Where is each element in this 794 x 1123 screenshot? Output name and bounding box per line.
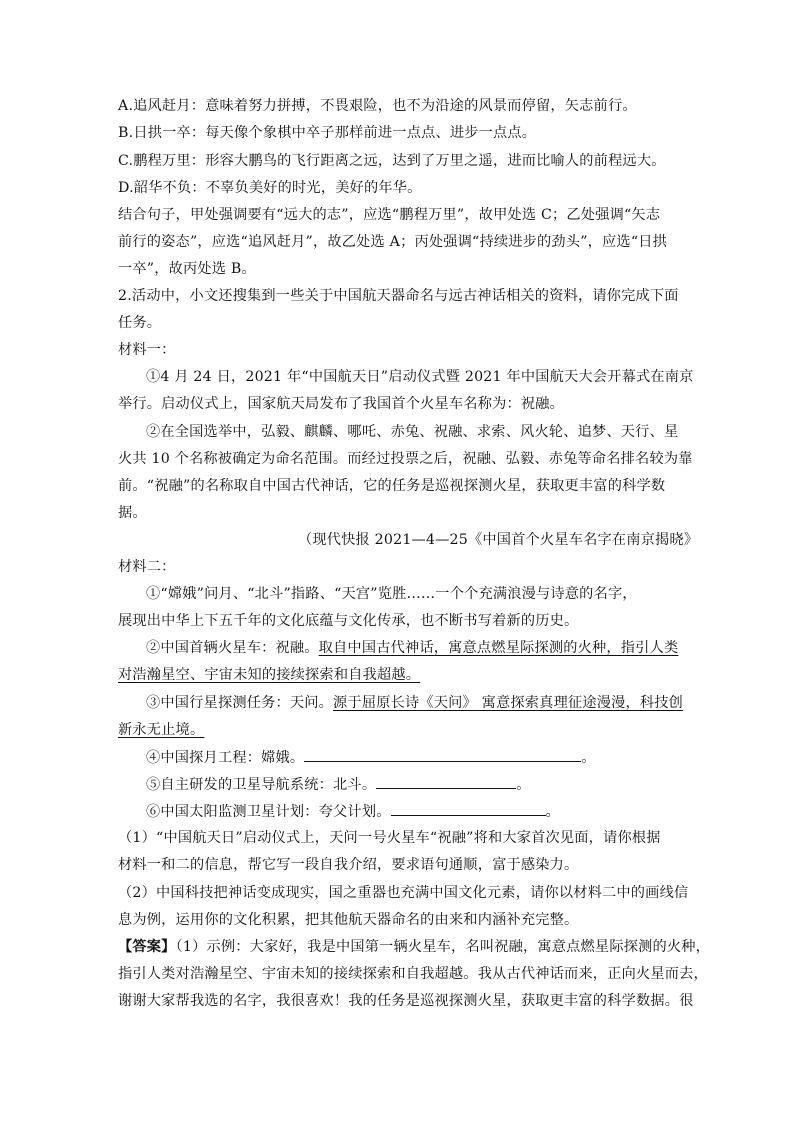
underlined-text: 取自中国古代神话，寓意点燃星际探测的火种，指引人类 — [318, 640, 679, 656]
material-2-item-zhurong — [146, 638, 678, 658]
material-2-paragraph: ①“嫦娥”问月、“北斗”指路、“天宫”览胜……一个个充满浪漫与诗意的名字， — [146, 586, 637, 602]
question-2-line: 2.活动中，小文还搜集到一些关于中国航天器命名与远古神话相关的资料，请你完成下面 — [118, 288, 679, 304]
material-2-item-tianwen — [146, 693, 683, 713]
option-b-line: B.日拱一卒：每天像个象棋中卒子那样前进一点点、进步一点点。 — [118, 125, 537, 141]
subquestion-1: 材料一和二的信息，帮它写一段自我介绍，要求语句通顺，富于感染力。 — [118, 857, 579, 873]
material-1-paragraph: ①4 月 24 日，2021 年“中国航天日”启动仪式暨 2021 年中国航天大会开幕式在南京 — [146, 369, 694, 385]
answer-blank[interactable] — [376, 774, 516, 789]
explanation-line: 前行的姿态”，应选“追风赶月”，故乙处选 A；丙处强调“持续进步的劲头”，应选“日拱 — [118, 234, 668, 250]
material-1-paragraph: 前。“祝融”的名称取自中国古代神话，它的任务是巡视探测火星，获取更丰富的科学数 — [118, 478, 666, 494]
period: 。 — [545, 804, 560, 820]
option-a-line: A.追风赶月：意味着努力拼搏，不畏艰险，也不为沿途的风景而停留，矢志前行。 — [118, 98, 637, 114]
material-2-item-change — [146, 747, 596, 768]
material-2-item-kuafu — [146, 801, 560, 822]
material-1-paragraph: 据。 — [118, 505, 147, 521]
underlined-text: 源于屈原长诗《天问》 寓意探索真理征途漫漫，科技创 — [333, 695, 684, 711]
underlined-text: 对浩瀚星空、宇宙未知的接续探索和自我超越。 — [118, 667, 421, 683]
item-label: ②中国首辆火星车：祝融。 — [146, 640, 319, 656]
item-label: ⑤自主研发的卫星导航系统：北斗。 — [146, 777, 377, 793]
question-2-line: 任务。 — [118, 315, 162, 331]
option-d-line: D.韶华不负：不辜负美好的时光，美好的年华。 — [118, 180, 422, 196]
item-label: ③中国行星探测任务：天问。 — [146, 695, 334, 711]
item-label: ⑥中国太阳监测卫星计划：夸父计划。 — [146, 804, 391, 820]
answer-line — [118, 937, 710, 957]
material-2-item-beidou — [146, 774, 531, 795]
material-2-paragraph: 展现出中华上下五千年的文化底蕴与文化传承，也不断书写着新的历史。 — [118, 613, 579, 629]
source-citation: （现代快报 2021—4—25《中国首个火星车名字在南京揭晓》 — [298, 532, 699, 548]
answer-line: 谢谢大家帮我选的名字，我很喜欢！我的任务是巡视探测火星，获取更丰富的科学数据。很 — [118, 993, 694, 1009]
explanation-line: 结合句子，甲处强调要有“远大的志”，应选“鹏程万里”，故甲处选 C；乙处强调“矢志 — [118, 207, 661, 223]
material-1-paragraph: 火共 10 个名称被确定为命名范围。而经过投票之后，祝融、弘毅、赤兔等命名排名较为靠 — [118, 451, 693, 467]
material-2-heading: 材料二： — [118, 559, 176, 575]
subquestion-1: （1）“中国航天日”启动仪式上，天问一号火星车“祝融”将和大家首次见面，请你根据 — [118, 830, 661, 846]
explanation-line: 一卒”，故丙处选 B。 — [118, 261, 256, 277]
option-c-line: C.鹏程万里：形容大鹏鸟的飞行距离之远，达到了万里之遥，进而比喻人的前程远大。 — [118, 153, 666, 169]
period: 。 — [516, 777, 531, 793]
answer-label: 【答案】 — [118, 939, 176, 955]
material-1-paragraph: ②在全国选举中，弘毅、麒麟、哪吒、赤兔、祝融、求索、风火轮、追梦、天行、星 — [146, 424, 679, 440]
answer-text: （1）示例：大家好，我是中国第一辆火星车，名叫祝融，寓意点燃星际探测的火种， — [175, 939, 711, 955]
material-1-heading: 材料一： — [118, 342, 176, 358]
material-1-paragraph: 举行。启动仪式上，国家航天局发布了我国首个火星车名称为：祝融。 — [118, 396, 565, 412]
period: 。 — [581, 750, 596, 766]
underlined-text: 新永无止境。 — [118, 722, 205, 738]
answer-line: 指引人类对浩瀚星空、宇宙未知的接续探索和自我超越。我从古代神话而来，正向火星而去， — [118, 966, 708, 982]
answer-blank[interactable] — [304, 747, 581, 762]
item-label: ④中国探月工程：嫦娥。 — [146, 750, 305, 766]
subquestion-2: （2）中国科技把神话变成现实，国之重器也充满中国文化元素，请你以材料二中的画线信 — [118, 885, 689, 901]
answer-blank[interactable] — [391, 801, 546, 816]
subquestion-2: 息为例，运用你的文化积累，把其他航天器命名的由来和内涵补充完整。 — [118, 912, 579, 928]
